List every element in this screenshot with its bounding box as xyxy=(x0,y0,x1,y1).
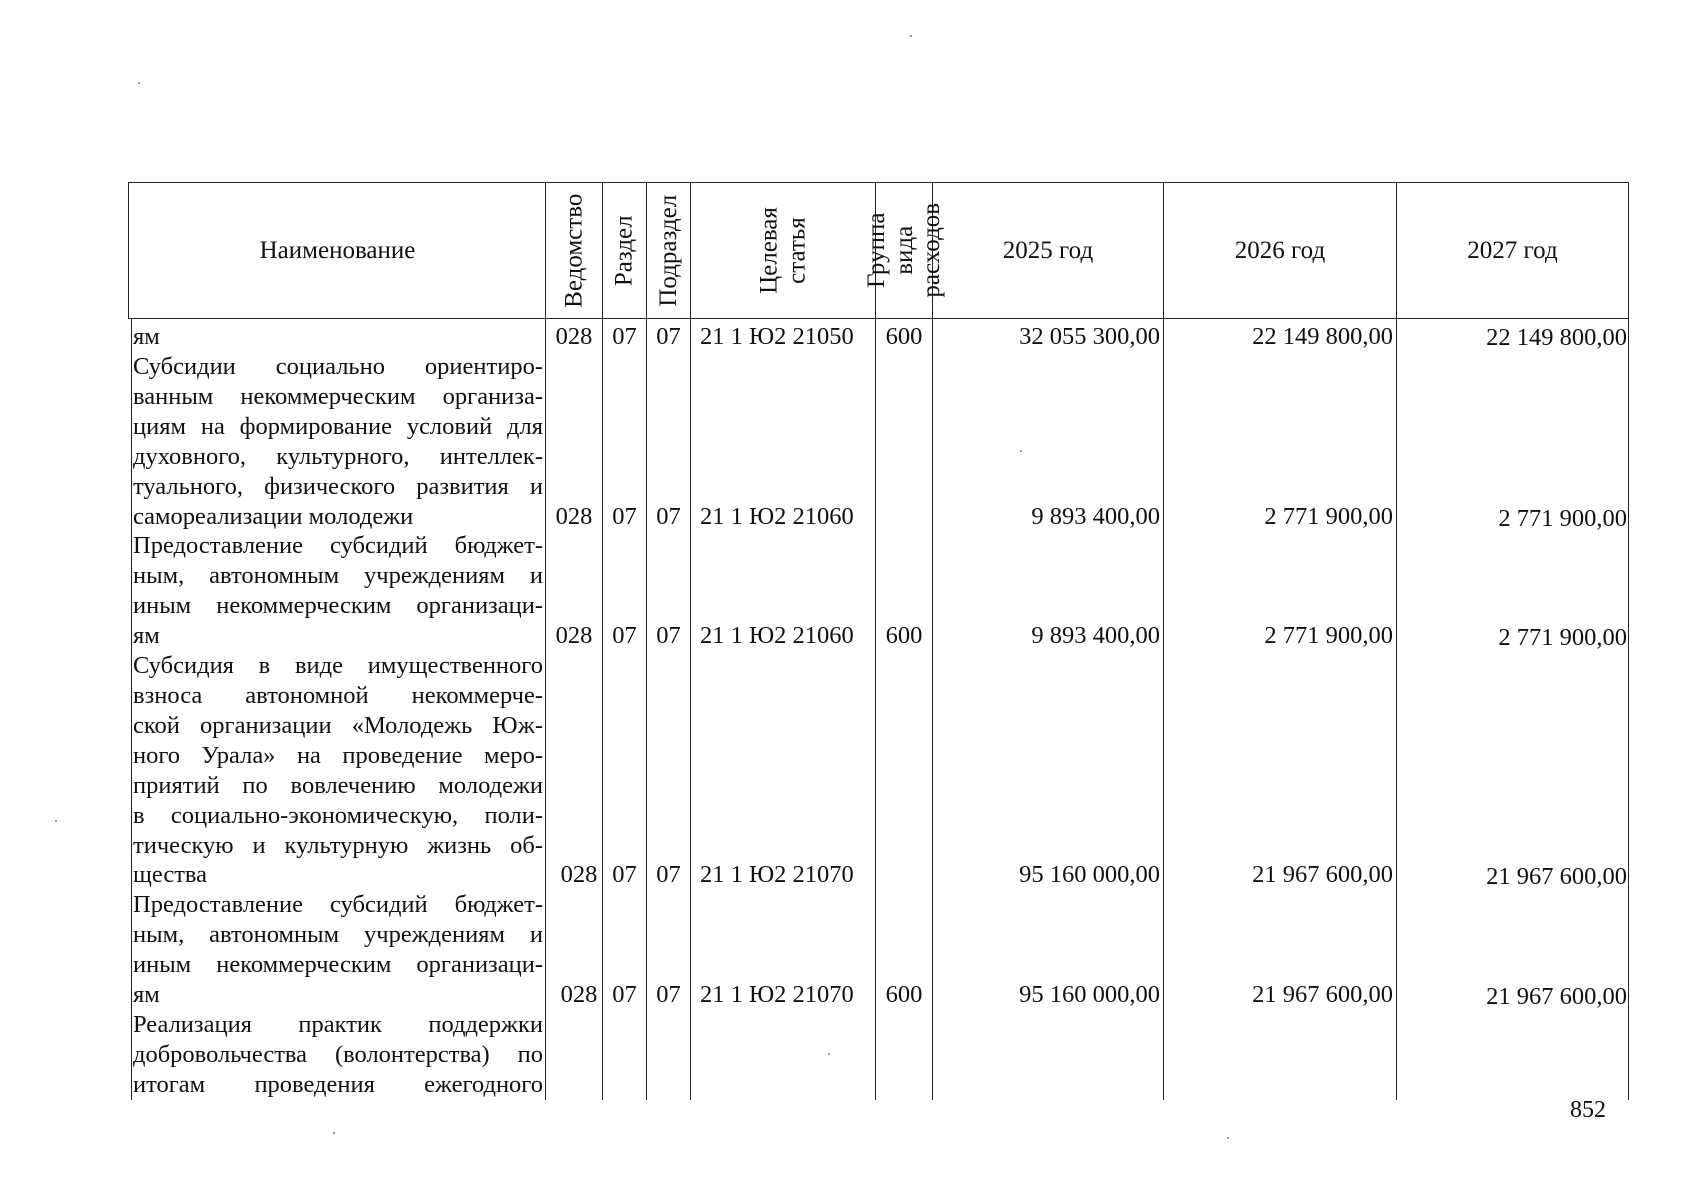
cell-gruppa xyxy=(877,502,931,532)
cell-gruppa: 600 xyxy=(885,622,923,649)
name-line: самореализации молодежи xyxy=(133,503,414,530)
name-col-left-border xyxy=(131,318,132,1100)
name-line: щества xyxy=(133,861,208,888)
name-line: иным некоммерческим организаци- xyxy=(133,951,543,978)
cell-podrazdel: 07 xyxy=(656,622,681,649)
col-border-5 xyxy=(875,182,876,1100)
cell-podrazdel: 07 xyxy=(656,981,681,1008)
cell-razdel: 07 xyxy=(612,622,637,649)
name-line: Предоставление субсидий бюджет- xyxy=(133,532,543,559)
cell-2026: 21 967 600,00 xyxy=(1252,861,1393,888)
name-line: циям на формирование условий для xyxy=(133,413,543,440)
header-2027: 2027 год xyxy=(1467,236,1558,264)
cell-2026: 22 149 800,00 xyxy=(1252,323,1393,350)
cell-vedomstvo: 028 xyxy=(560,981,598,1008)
name-line: ванным некоммерческим организа- xyxy=(133,383,543,410)
cell-2027: 21 967 600,00 xyxy=(1486,983,1627,1010)
cell-razdel: 07 xyxy=(612,503,637,530)
scan-speck xyxy=(55,820,57,822)
scan-speck xyxy=(333,1132,335,1134)
cell-2025: 95 160 000,00 xyxy=(1019,981,1160,1008)
cell-2027: 2 771 900,00 xyxy=(1498,505,1627,532)
name-line: туального, физического развития и xyxy=(133,473,543,500)
cell-2025: 95 160 000,00 xyxy=(1019,861,1160,888)
scan-speck xyxy=(1020,450,1022,452)
scan-speck xyxy=(1227,1137,1229,1139)
cell-celevaya: 21 1 Ю2 21060 xyxy=(700,622,854,649)
name-line: ным, автономным учреждениям и xyxy=(133,921,543,948)
cell-2026: 21 967 600,00 xyxy=(1252,981,1393,1008)
cell-razdel: 07 xyxy=(612,981,637,1008)
cell-celevaya: 21 1 Ю2 21070 xyxy=(700,981,854,1008)
cell-razdel: 07 xyxy=(612,323,637,350)
name-line: ям xyxy=(133,622,160,649)
cell-vedomstvo: 028 xyxy=(560,861,598,888)
cell-celevaya: 21 1 Ю2 21050 xyxy=(700,323,854,350)
table-left-border xyxy=(128,182,129,319)
scan-speck xyxy=(910,35,912,37)
header-name: Наименование xyxy=(259,236,416,264)
name-line: итогам проведения ежегодного xyxy=(133,1071,543,1098)
cell-2026: 2 771 900,00 xyxy=(1264,503,1393,530)
name-line: добровольчества (волонтерства) по xyxy=(133,1041,543,1068)
cell-celevaya: 21 1 Ю2 21070 xyxy=(700,861,854,888)
header-celevaya: Целевая статья xyxy=(755,207,810,294)
name-line: приятий по вовлечению молодежи xyxy=(133,772,543,799)
name-line: Субсидия в виде имущественного xyxy=(133,652,543,679)
cell-gruppa: 600 xyxy=(885,981,923,1008)
col-border-7 xyxy=(1163,182,1164,1100)
name-line: Предоставление субсидий бюджет- xyxy=(133,891,543,918)
cell-vedomstvo: 028 xyxy=(555,622,593,649)
cell-gruppa xyxy=(877,860,931,890)
header-razdel: Раздел xyxy=(610,215,638,286)
cell-celevaya: 21 1 Ю2 21060 xyxy=(700,503,854,530)
header-bottom-border xyxy=(128,318,1628,319)
name-line: взноса автономной некоммерче- xyxy=(133,682,543,709)
cell-2027: 2 771 900,00 xyxy=(1498,624,1627,651)
header-gruppa: Группа вида расходов xyxy=(862,203,945,298)
col-border-4 xyxy=(690,182,691,1100)
name-line: иным некоммерческим организаци- xyxy=(133,592,543,619)
header-2026: 2026 год xyxy=(1234,236,1326,264)
scan-speck xyxy=(138,82,140,84)
page-number: 852 xyxy=(1570,1097,1606,1123)
name-line: ного Урала» на проведение меро- xyxy=(133,742,543,769)
header-podrazdel: Подраздел xyxy=(654,194,682,307)
name-line: ным, автономным учреждениям и xyxy=(133,562,543,589)
cell-2027: 22 149 800,00 xyxy=(1486,324,1627,351)
scan-speck xyxy=(828,1053,830,1055)
cell-2025: 32 055 300,00 xyxy=(1019,323,1160,350)
cell-2026: 2 771 900,00 xyxy=(1264,622,1393,649)
table-right-border xyxy=(1628,182,1629,1100)
cell-2025: 9 893 400,00 xyxy=(1031,622,1160,649)
name-line: ям xyxy=(133,981,160,1008)
name-line: Субсидии социально ориентиро- xyxy=(133,353,543,380)
cell-gruppa: 600 xyxy=(885,323,923,350)
name-line: Реализация практик поддержки xyxy=(133,1011,543,1038)
name-line: тическую и культурную жизнь об- xyxy=(133,832,543,859)
col-border-8 xyxy=(1396,182,1397,1100)
header-2025: 2025 год xyxy=(1002,236,1094,264)
cell-razdel: 07 xyxy=(612,861,637,888)
cell-2027: 21 967 600,00 xyxy=(1486,863,1627,890)
header-vedomstvo: Ведомство xyxy=(560,193,588,308)
name-line: духовного, культурного, интеллек- xyxy=(133,443,543,470)
name-line: ям xyxy=(133,323,160,350)
col-border-6 xyxy=(932,182,933,1100)
cell-vedomstvo: 028 xyxy=(555,503,593,530)
name-line: в социально-экономическую, поли- xyxy=(133,802,543,829)
cell-podrazdel: 07 xyxy=(656,323,681,350)
cell-podrazdel: 07 xyxy=(656,861,681,888)
cell-vedomstvo: 028 xyxy=(555,323,593,350)
col-border-1 xyxy=(545,182,546,1100)
cell-podrazdel: 07 xyxy=(656,503,681,530)
cell-2025: 9 893 400,00 xyxy=(1031,503,1160,530)
name-line: ской организации «Молодежь Юж- xyxy=(133,712,543,739)
